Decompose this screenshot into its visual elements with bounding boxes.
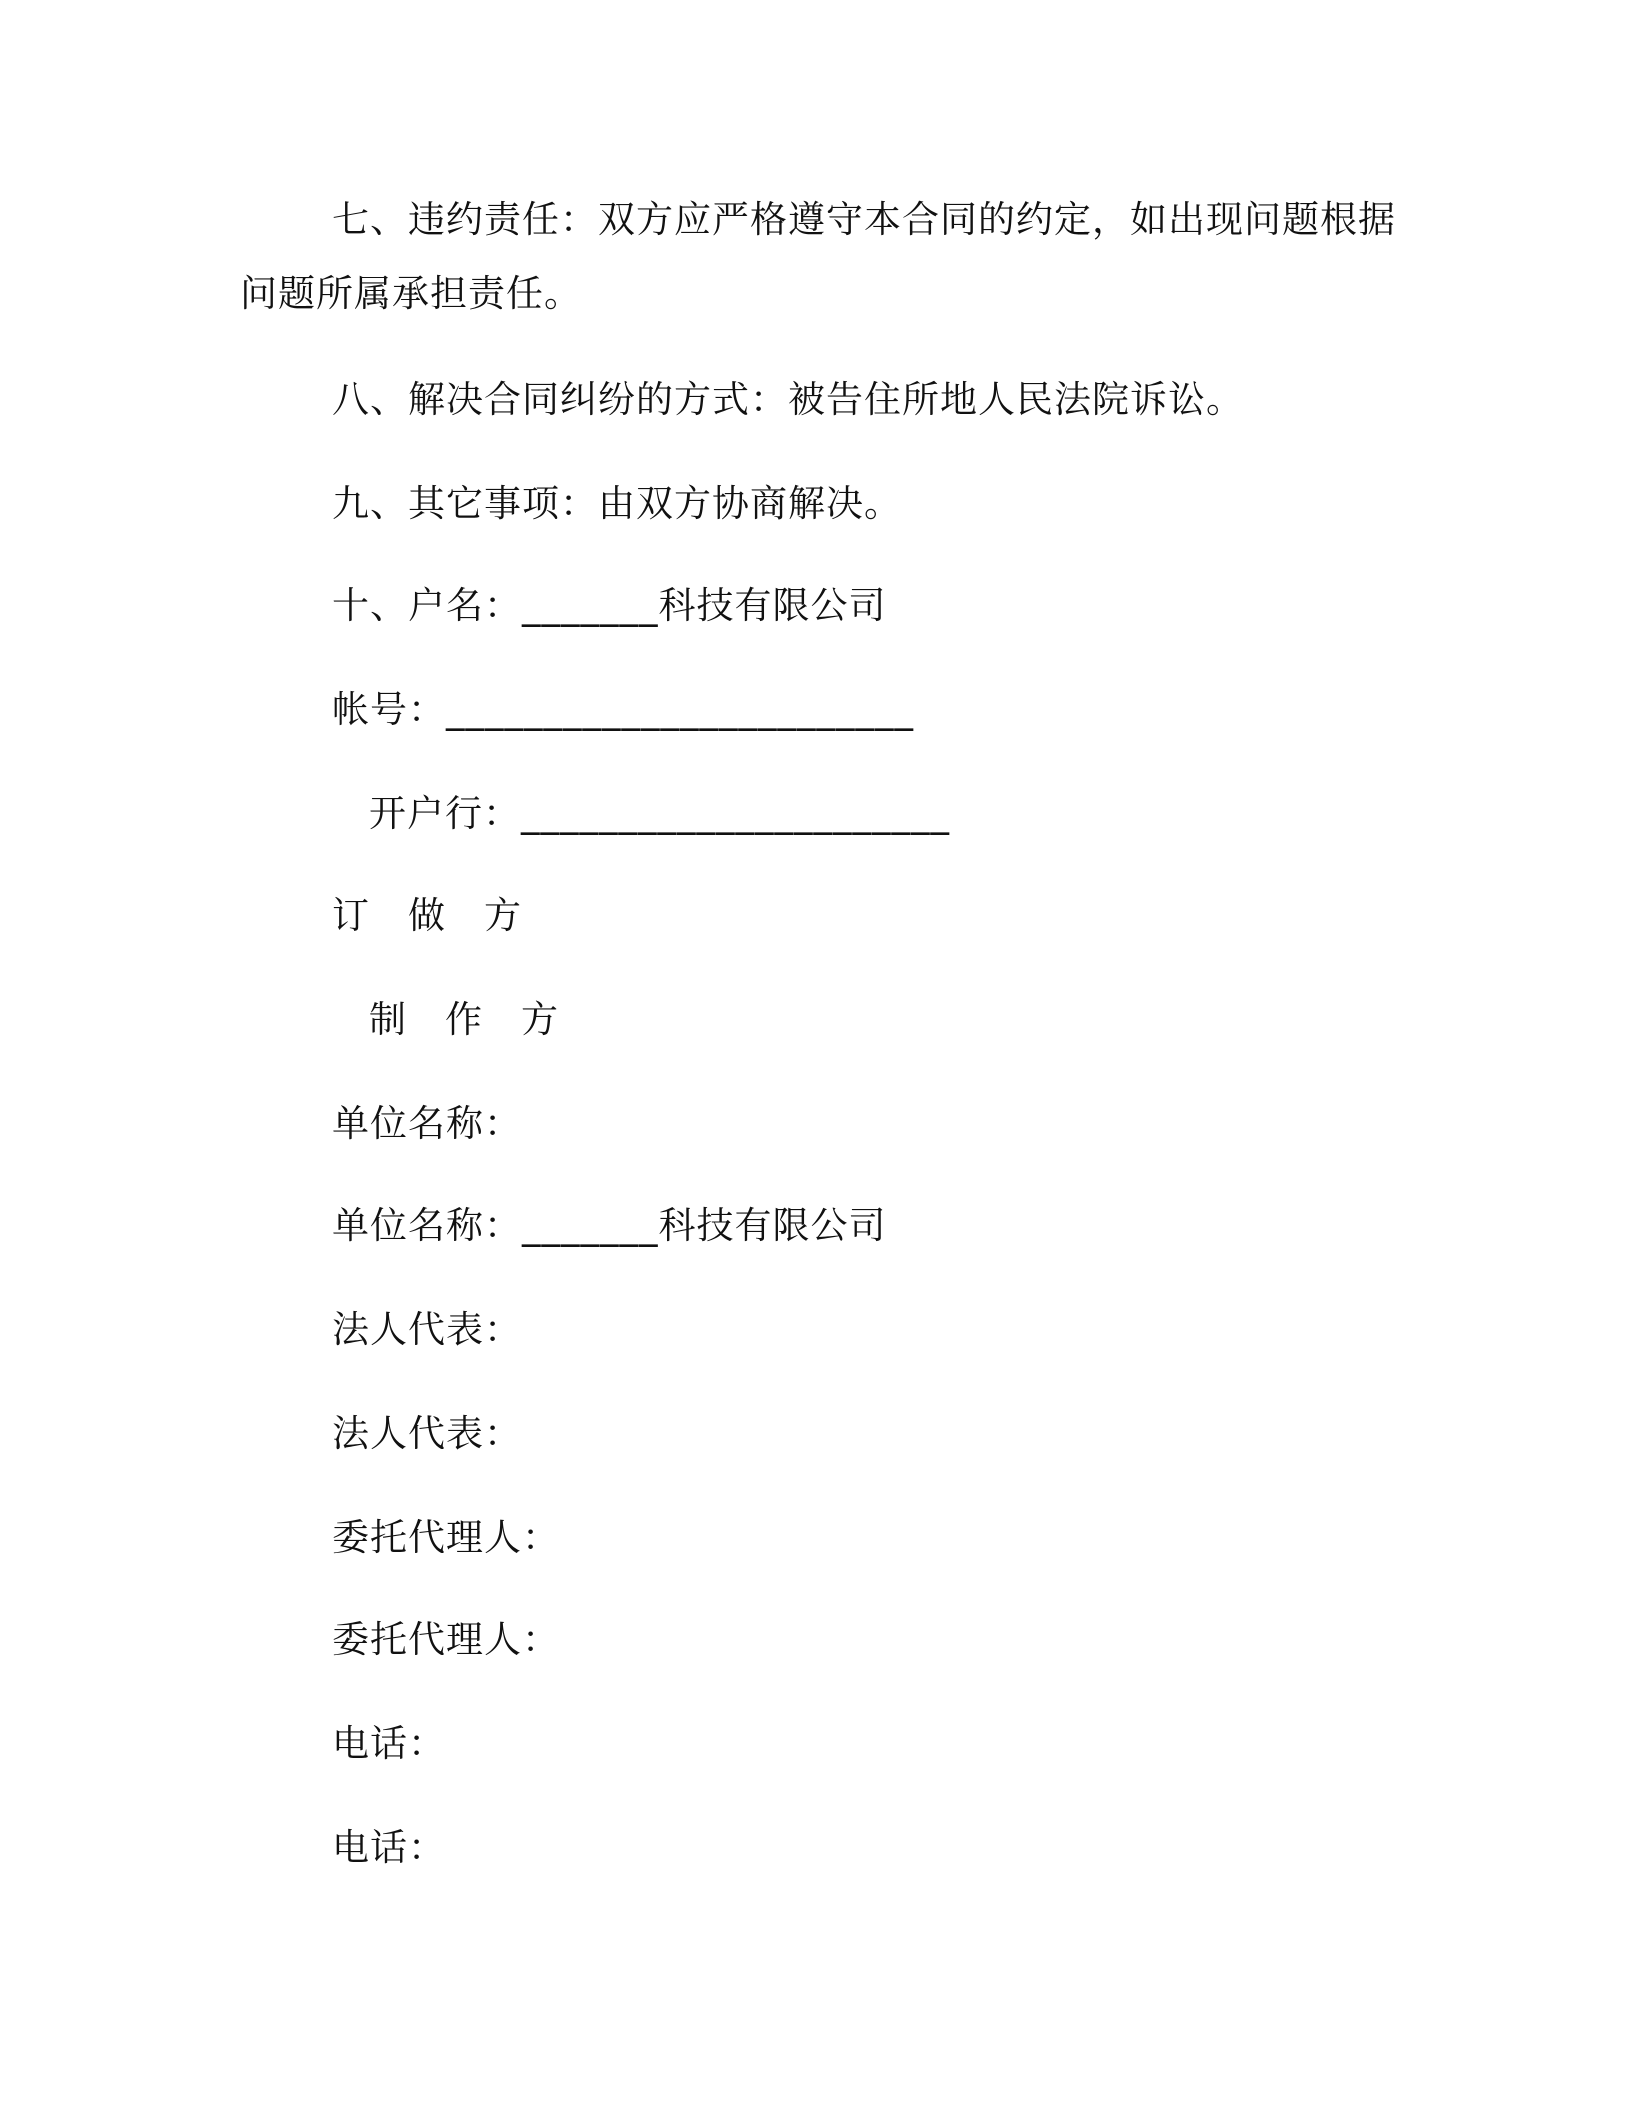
maker-char-1: 制 <box>369 998 407 1041</box>
account-number: 帐号：________________________ <box>332 688 914 731</box>
unit-name-2: 单位名称：_______科技有限公司 <box>332 1204 887 1247</box>
agent-2: 委托代理人： <box>332 1618 560 1661</box>
agent-1: 委托代理人： <box>332 1516 560 1559</box>
orderer-char-2: 做 <box>408 894 446 937</box>
maker-char-2: 作 <box>445 998 483 1041</box>
phone-1: 电话： <box>332 1722 446 1765</box>
clause-7-line-2: 问题所属承担责任。 <box>240 272 582 315</box>
legal-rep-2: 法人代表： <box>332 1412 522 1455</box>
clause-7-line-1: 七、违约责任：双方应严格遵守本合同的约定，如出现问题根据 <box>332 198 1396 241</box>
orderer-heading <box>332 892 522 940</box>
maker-char-3: 方 <box>521 998 559 1041</box>
legal-rep-1: 法人代表： <box>332 1308 522 1351</box>
clause-10-account-name: 十、户名：_______科技有限公司 <box>332 584 887 627</box>
unit-name-1: 单位名称： <box>332 1102 522 1145</box>
orderer-char-1: 订 <box>332 894 370 937</box>
phone-2: 电话： <box>332 1826 446 1869</box>
clause-9: 九、其它事项：由双方协商解决。 <box>332 482 902 525</box>
clause-8: 八、解决合同纠纷的方式：被告住所地人民法院诉讼。 <box>332 378 1244 421</box>
bank-name: 开户行：______________________ <box>369 792 950 835</box>
orderer-char-3: 方 <box>484 894 522 937</box>
maker-heading <box>369 996 559 1044</box>
